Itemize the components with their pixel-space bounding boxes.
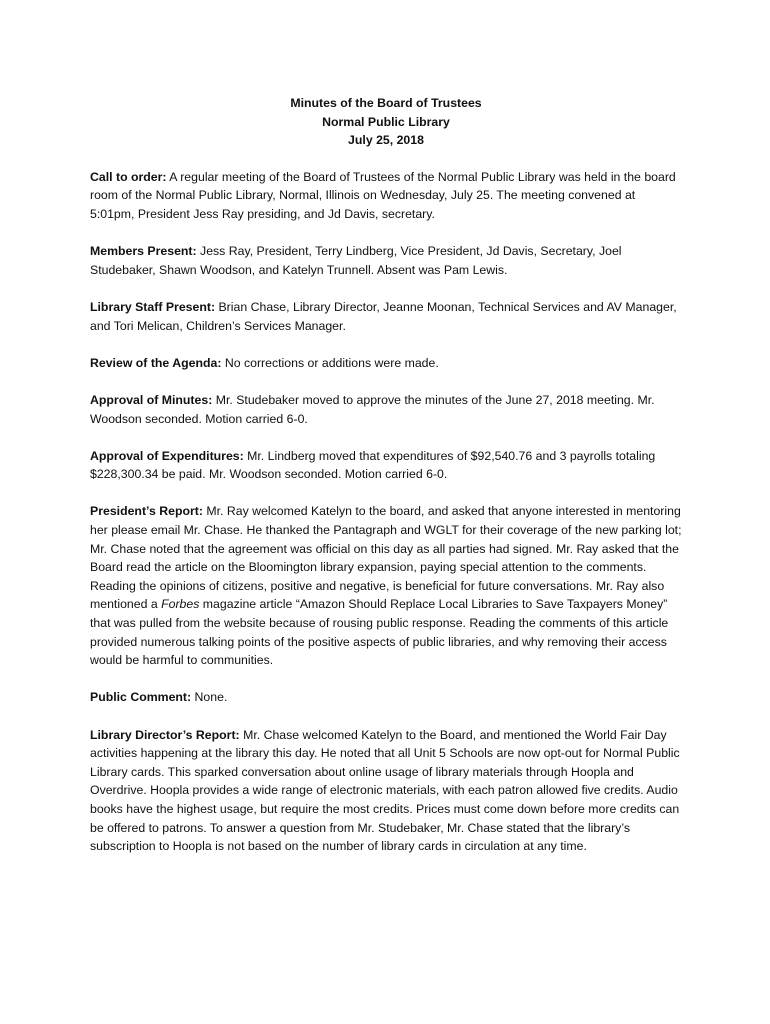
approval-minutes-text: Mr. Studebaker moved to approve the minutes of the June 27, 2018 meeting. Mr. Woodson seconded. Motion carried 6-0. (90, 392, 655, 426)
public-comment-paragraph (90, 688, 682, 707)
approval-expenditures-label: Approval of Expenditures: (90, 448, 244, 463)
approval-minutes-paragraph (90, 391, 682, 428)
agenda-review-label: Review of the Agenda: (90, 355, 222, 370)
forbes-magazine-name: Forbes (161, 597, 200, 612)
directors-report-label: Library Director’s Report: (90, 727, 240, 742)
approval-expenditures-paragraph (90, 447, 682, 484)
call-to-order-text: A regular meeting of the Board of Trustees of the Normal Public Library was held in the board room of the Normal Public Library, Normal, Illinois on Wednesday, July 25. The meeting convened at 5:01pm, President Jess Ray presiding, and Jd Davis, secretary. (90, 169, 676, 221)
library-staff-paragraph (90, 298, 682, 335)
library-staff-text: Brian Chase, Library Director, Jeanne Moonan, Technical Services and AV Manager, and Tori Melican, Children’s Services Manager. (90, 299, 677, 333)
directors-report-paragraph (90, 726, 682, 856)
presidents-report-label: President’s Report: (90, 504, 203, 519)
call-to-order-paragraph (90, 168, 682, 224)
members-present-paragraph (90, 242, 682, 279)
document-header (90, 94, 682, 150)
document-title: Minutes of the Board of Trustees (290, 96, 482, 110)
public-comment-label: Public Comment: (90, 690, 192, 705)
agenda-review-paragraph (90, 354, 682, 373)
minutes-body (90, 94, 682, 874)
call-to-order-label: Call to order: (90, 169, 167, 184)
presidents-report-paragraph (90, 502, 682, 669)
members-present-label: Members Present: (90, 244, 197, 259)
presidents-report-text-after: magazine article “Amazon Should Replace Local Libraries to Save Taxpayers Money” that was pulled from the website because of rousing public response. Reading the comments of this article provided numerous talking points of the positive aspects of public libraries, and why removing their access would be harmful to communities. (90, 597, 669, 668)
directors-report-text: Mr. Chase welcomed Katelyn to the Board, and mentioned the World Fair Day activities happening at the library this day. He noted that all Unit 5 Schools are now opt-out for Normal Public Library cards. This sparked conversation about online usage of library materials through Hoopla and Overdrive. Hoopla provides a wide range of electronic materials, with each patron allowed five credits. Audio books have the highest usage, but require the most credits. Prices must come down before more credits can be offered to patrons. To answer a question from Mr. Studebaker, Mr. Chase stated that the library’s subscription to Hoopla is not based on the number of library cards in circulation at any time. (90, 727, 680, 854)
organization-name: Normal Public Library (322, 114, 450, 129)
presidents-report-text-before: Mr. Ray welcomed Katelyn to the board, and asked that anyone interested in mentoring her please email Mr. Chase. He thanked the Pantagraph and WGLT for their coverage of the new parking lot; Mr. Chase noted that the agreement was official on this day as all parties had signed. Mr. Ray asked that the Board read the article on the Bloomington library expansion, paying special attention to the comments. Reading the opinions of citizens, positive and negative, is beneficial for future conversations. Mr. Ray also mentioned a (90, 504, 682, 612)
public-comment-text: None. (191, 690, 228, 705)
members-present-text: Jess Ray, President, Terry Lindberg, Vice President, Jd Davis, Secretary, Joel Studebaker, Shawn Woodson, and Katelyn Trunnell. Absent was Pam Lewis. (90, 244, 622, 277)
approval-minutes-label: Approval of Minutes: (90, 392, 213, 407)
agenda-review-text: No corrections or additions were made. (221, 355, 439, 370)
approval-expenditures-text: Mr. Lindberg moved that expenditures of $92,540.76 and 3 payrolls totaling $228,300.34 be paid. Mr. Woodson seconded. Motion carried 6-0. (90, 448, 656, 482)
meeting-date: July 25, 2018 (348, 133, 424, 148)
library-staff-label: Library Staff Present: (90, 299, 216, 314)
